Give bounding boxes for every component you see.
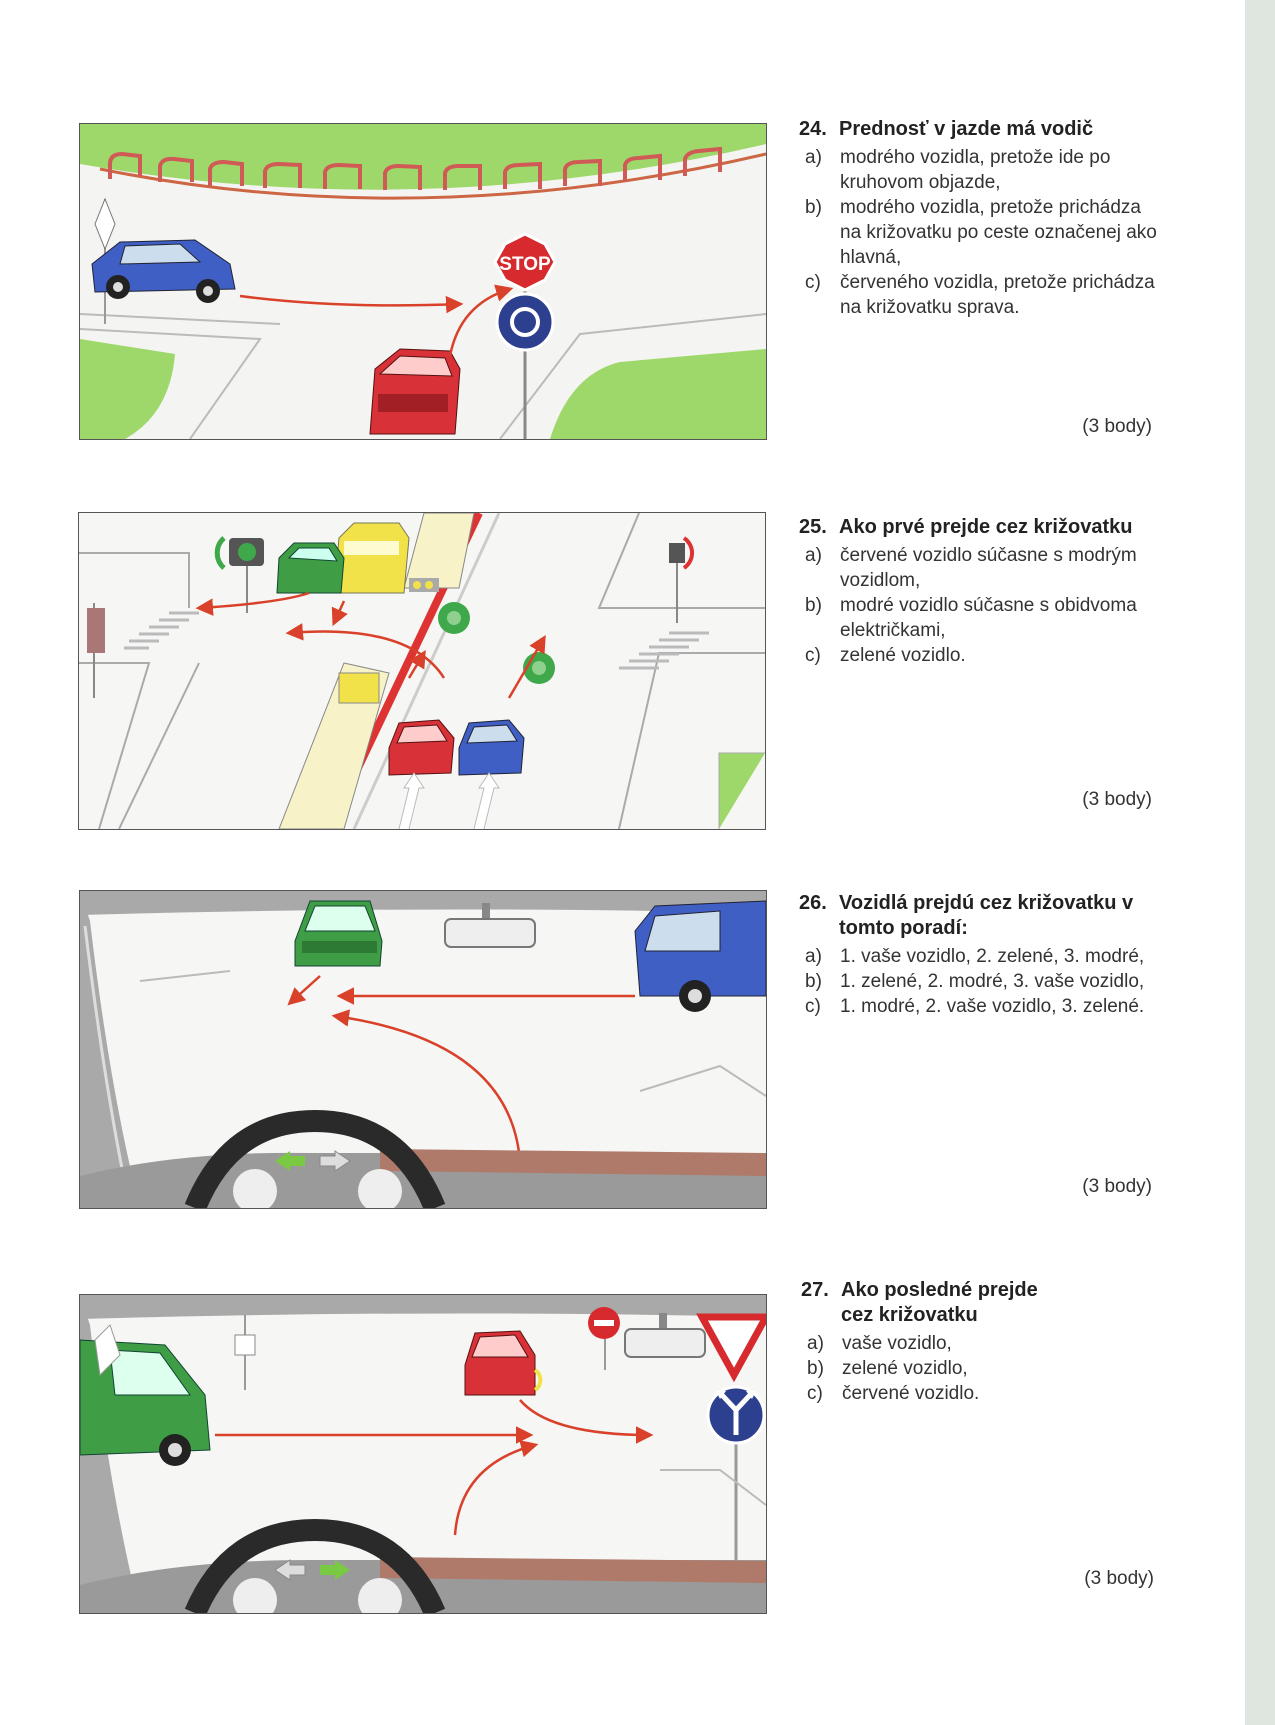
q26-points: (3 body) bbox=[1082, 1176, 1152, 1197]
blue-van-q26 bbox=[635, 901, 766, 1012]
direction-sign bbox=[708, 1387, 764, 1443]
red-car-q25 bbox=[389, 720, 454, 775]
blue-car-q25 bbox=[459, 720, 524, 775]
yellow-truck bbox=[334, 523, 409, 593]
red-car-q24 bbox=[370, 349, 460, 434]
q24-title: 24. Prednosť v jazde má vodič bbox=[799, 118, 1094, 140]
q27-text bbox=[801, 1278, 1161, 1406]
q27-answer-b[interactable]: b) zelené vozidlo, bbox=[807, 1358, 968, 1379]
q27-title: 27. Ako posledné prejde cez križovatku bbox=[801, 1279, 1038, 1326]
q25-points: (3 body) bbox=[1082, 789, 1152, 810]
q27-points: (3 body) bbox=[1084, 1568, 1154, 1589]
q25-answer-c[interactable]: c) zelené vozidlo. bbox=[805, 645, 966, 666]
q24-illustration bbox=[79, 123, 767, 440]
green-car-q26 bbox=[295, 901, 382, 966]
svg-text:STOP: STOP bbox=[499, 254, 551, 275]
q26-title: 26. Vozidlá prejdú cez križovatku v tomto poradí: bbox=[799, 892, 1134, 939]
q27-answer-c[interactable]: c) červené vozidlo. bbox=[807, 1383, 980, 1404]
q24-text bbox=[799, 117, 1159, 320]
q25-text bbox=[799, 515, 1159, 668]
no-entry-sign bbox=[588, 1307, 620, 1339]
q24-answer-a[interactable]: a) modrého vozidla, pretože ide po kruhovom objazde, bbox=[805, 147, 1111, 193]
roundabout-sign bbox=[497, 294, 553, 350]
q26-answer-b[interactable]: b) 1. zelené, 2. modré, 3. vaše vozidlo, bbox=[805, 971, 1145, 992]
q26-illustration bbox=[79, 890, 767, 1209]
q24-points: (3 body) bbox=[1082, 416, 1152, 437]
q25-illustration bbox=[78, 512, 766, 830]
q26-answer-a[interactable]: a) 1. vaše vozidlo, 2. zelené, 3. modré, bbox=[805, 946, 1145, 967]
green-car-q25 bbox=[277, 543, 344, 593]
q24-answer-c[interactable]: c) červeného vozidla, pretože prichádza na križovatku sprava. bbox=[805, 272, 1155, 318]
q27-answer-a[interactable]: a) vaše vozidlo, bbox=[807, 1333, 952, 1354]
page-edge-strip bbox=[1245, 0, 1275, 1725]
q27-illustration bbox=[79, 1294, 767, 1614]
q26-answer-c[interactable]: c) 1. modré, 2. vaše vozidlo, 3. zelené. bbox=[805, 996, 1145, 1017]
q25-answer-a[interactable]: a) červené vozidlo súčasne s modrým vozidlom, bbox=[805, 545, 1137, 591]
q26-text bbox=[799, 891, 1159, 1019]
q25-answer-b[interactable]: b) modré vozidlo súčasne s obidvoma električkami, bbox=[805, 595, 1137, 641]
q24-answer-b[interactable]: b) modrého vozidla, pretože prichádza na križovatku po ceste označenej ako hlavná, bbox=[805, 197, 1157, 268]
q25-title: 25. Ako prvé prejde cez križovatku bbox=[799, 516, 1133, 538]
